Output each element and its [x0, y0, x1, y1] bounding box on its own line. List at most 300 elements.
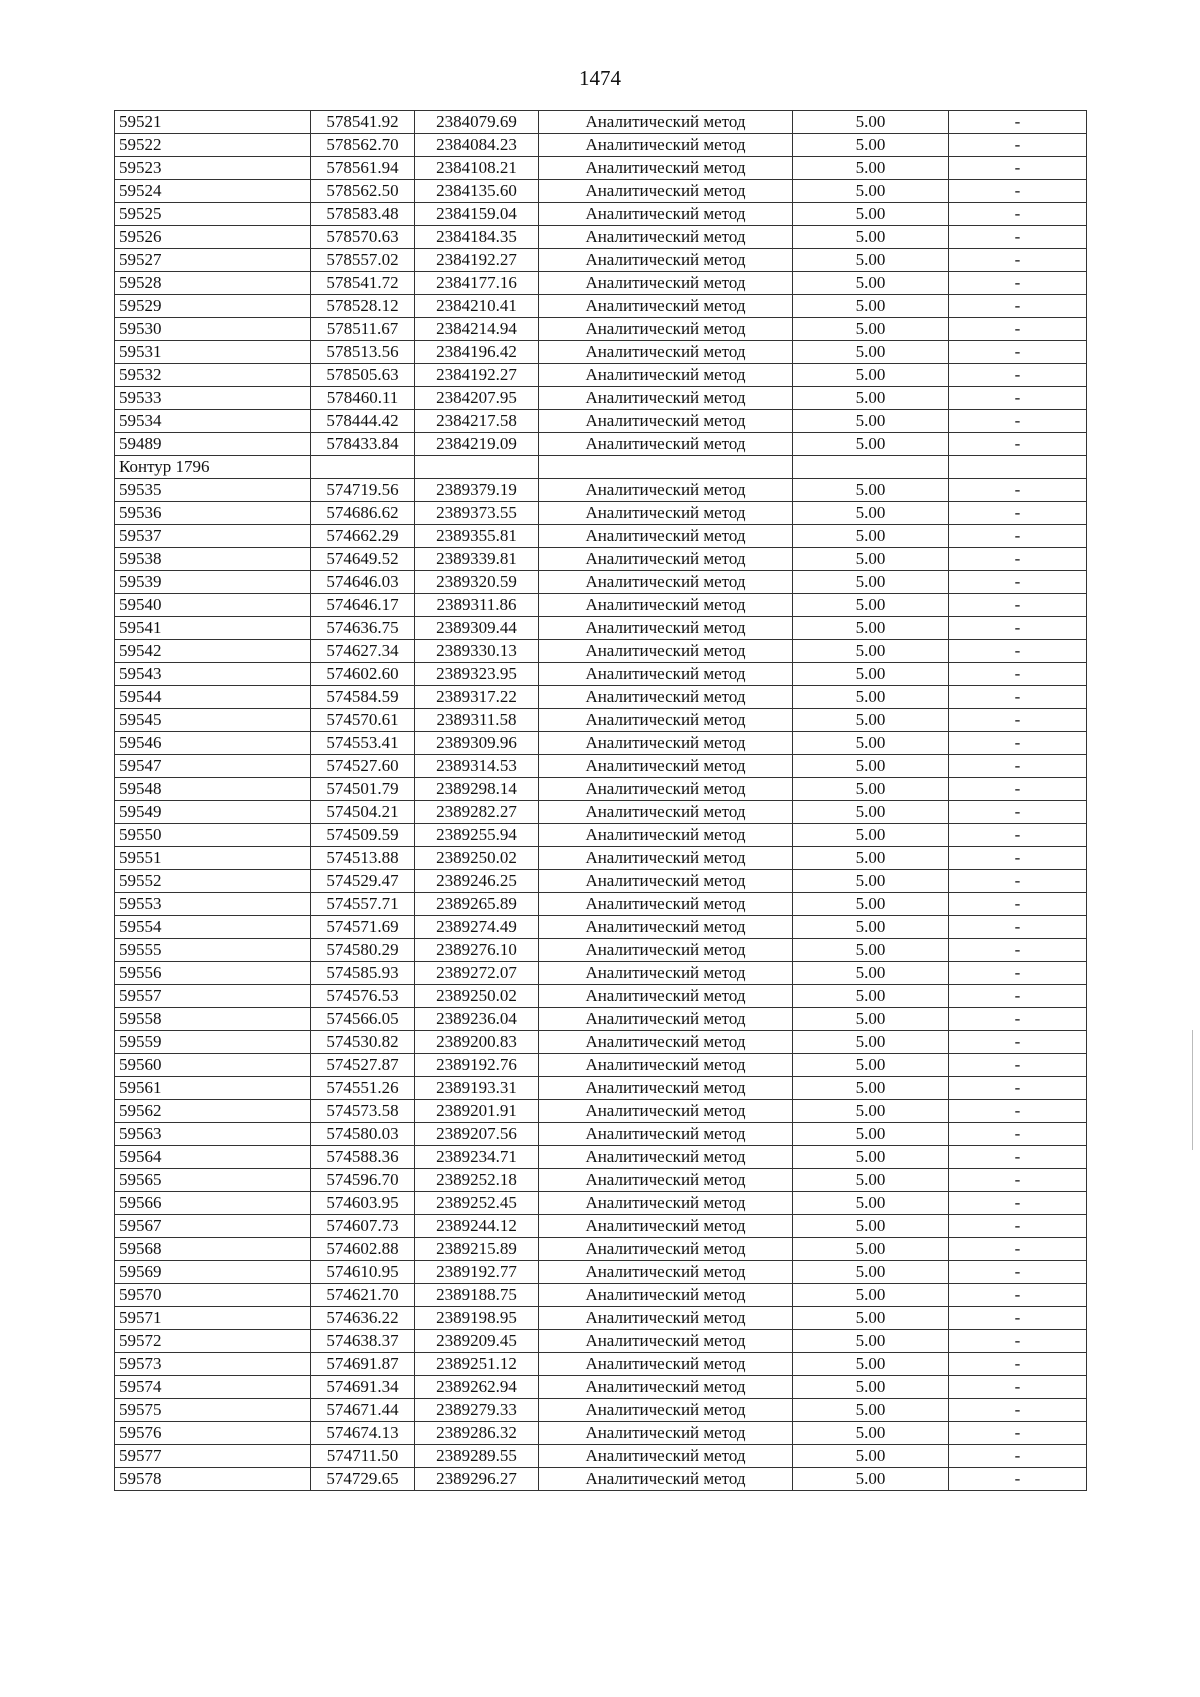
x-coordinate-cell: 574691.87	[311, 1353, 415, 1376]
y-coordinate-cell: 2389276.10	[415, 939, 539, 962]
table-row	[115, 364, 1087, 387]
x-coordinate-cell: 574570.61	[311, 709, 415, 732]
method-cell: Аналитический метод	[539, 617, 793, 640]
dash-cell: -	[949, 433, 1087, 456]
y-coordinate-cell: 2389250.02	[415, 985, 539, 1008]
table-row	[115, 1146, 1087, 1169]
point-id-cell: 59570	[115, 1284, 311, 1307]
accuracy-cell: 5.00	[793, 571, 949, 594]
coordinates-table	[114, 110, 1087, 1491]
accuracy-cell: 5.00	[793, 1445, 949, 1468]
table-row	[115, 732, 1087, 755]
accuracy-cell: 5.00	[793, 1307, 949, 1330]
dash-cell: -	[949, 295, 1087, 318]
method-cell: Аналитический метод	[539, 295, 793, 318]
x-coordinate-cell: 578528.12	[311, 295, 415, 318]
y-coordinate-cell: 2389311.86	[415, 594, 539, 617]
table-row	[115, 985, 1087, 1008]
dash-cell: -	[949, 1261, 1087, 1284]
x-coordinate-cell: 574573.58	[311, 1100, 415, 1123]
accuracy-cell: 5.00	[793, 226, 949, 249]
y-coordinate-cell: 2389188.75	[415, 1284, 539, 1307]
y-coordinate-cell: 2389200.83	[415, 1031, 539, 1054]
scan-margin-mark	[1192, 1030, 1193, 1150]
table-row	[115, 295, 1087, 318]
table-row	[115, 318, 1087, 341]
accuracy-cell: 5.00	[793, 1192, 949, 1215]
x-coordinate-cell: 574585.93	[311, 962, 415, 985]
x-coordinate-cell: 578561.94	[311, 157, 415, 180]
accuracy-cell: 5.00	[793, 272, 949, 295]
x-coordinate-cell: 574576.53	[311, 985, 415, 1008]
accuracy-cell: 5.00	[793, 1215, 949, 1238]
point-id-cell: 59554	[115, 916, 311, 939]
y-coordinate-cell: 2389244.12	[415, 1215, 539, 1238]
empty-cell	[949, 456, 1087, 479]
method-cell: Аналитический метод	[539, 755, 793, 778]
table-row	[115, 1422, 1087, 1445]
dash-cell: -	[949, 387, 1087, 410]
table-row	[115, 1261, 1087, 1284]
method-cell: Аналитический метод	[539, 847, 793, 870]
y-coordinate-cell: 2389317.22	[415, 686, 539, 709]
table-row	[115, 571, 1087, 594]
table-row	[115, 1215, 1087, 1238]
x-coordinate-cell: 578541.92	[311, 111, 415, 134]
table-row	[115, 111, 1087, 134]
x-coordinate-cell: 578557.02	[311, 249, 415, 272]
y-coordinate-cell: 2389279.33	[415, 1399, 539, 1422]
dash-cell: -	[949, 893, 1087, 916]
point-id-cell: 59571	[115, 1307, 311, 1330]
x-coordinate-cell: 574646.17	[311, 594, 415, 617]
x-coordinate-cell: 574602.60	[311, 663, 415, 686]
point-id-cell: 59530	[115, 318, 311, 341]
dash-cell: -	[949, 1238, 1087, 1261]
dash-cell: -	[949, 134, 1087, 157]
accuracy-cell: 5.00	[793, 111, 949, 134]
dash-cell: -	[949, 755, 1087, 778]
accuracy-cell: 5.00	[793, 985, 949, 1008]
accuracy-cell: 5.00	[793, 1169, 949, 1192]
point-id-cell: 59521	[115, 111, 311, 134]
table-row	[115, 847, 1087, 870]
dash-cell: -	[949, 571, 1087, 594]
dash-cell: -	[949, 732, 1087, 755]
y-coordinate-cell: 2389272.07	[415, 962, 539, 985]
y-coordinate-cell: 2389209.45	[415, 1330, 539, 1353]
x-coordinate-cell: 574686.62	[311, 502, 415, 525]
y-coordinate-cell: 2389236.04	[415, 1008, 539, 1031]
method-cell: Аналитический метод	[539, 1261, 793, 1284]
accuracy-cell: 5.00	[793, 663, 949, 686]
x-coordinate-cell: 574610.95	[311, 1261, 415, 1284]
table-row	[115, 502, 1087, 525]
point-id-cell: 59537	[115, 525, 311, 548]
method-cell: Аналитический метод	[539, 1169, 793, 1192]
y-coordinate-cell: 2384108.21	[415, 157, 539, 180]
method-cell: Аналитический метод	[539, 548, 793, 571]
accuracy-cell: 5.00	[793, 180, 949, 203]
method-cell: Аналитический метод	[539, 525, 793, 548]
accuracy-cell: 5.00	[793, 249, 949, 272]
table-row	[115, 686, 1087, 709]
method-cell: Аналитический метод	[539, 1215, 793, 1238]
y-coordinate-cell: 2389311.58	[415, 709, 539, 732]
accuracy-cell: 5.00	[793, 1261, 949, 1284]
table-row	[115, 249, 1087, 272]
point-id-cell: 59545	[115, 709, 311, 732]
dash-cell: -	[949, 1445, 1087, 1468]
dash-cell: -	[949, 1376, 1087, 1399]
table-row	[115, 1192, 1087, 1215]
x-coordinate-cell: 574527.87	[311, 1054, 415, 1077]
table-row	[115, 801, 1087, 824]
dash-cell: -	[949, 939, 1087, 962]
dash-cell: -	[949, 985, 1087, 1008]
section-row	[115, 456, 1087, 479]
dash-cell: -	[949, 1169, 1087, 1192]
method-cell: Аналитический метод	[539, 1008, 793, 1031]
dash-cell: -	[949, 341, 1087, 364]
dash-cell: -	[949, 870, 1087, 893]
table-row	[115, 134, 1087, 157]
point-id-cell: 59574	[115, 1376, 311, 1399]
point-id-cell: 59542	[115, 640, 311, 663]
accuracy-cell: 5.00	[793, 1146, 949, 1169]
x-coordinate-cell: 578505.63	[311, 364, 415, 387]
point-id-cell: 59573	[115, 1353, 311, 1376]
table-row	[115, 1031, 1087, 1054]
point-id-cell: 59523	[115, 157, 311, 180]
accuracy-cell: 5.00	[793, 134, 949, 157]
dash-cell: -	[949, 1284, 1087, 1307]
accuracy-cell: 5.00	[793, 893, 949, 916]
table-row	[115, 893, 1087, 916]
accuracy-cell: 5.00	[793, 617, 949, 640]
point-id-cell: 59522	[115, 134, 311, 157]
dash-cell: -	[949, 157, 1087, 180]
point-id-cell: 59529	[115, 295, 311, 318]
dash-cell: -	[949, 226, 1087, 249]
y-coordinate-cell: 2389282.27	[415, 801, 539, 824]
method-cell: Аналитический метод	[539, 1307, 793, 1330]
accuracy-cell: 5.00	[793, 1422, 949, 1445]
method-cell: Аналитический метод	[539, 916, 793, 939]
method-cell: Аналитический метод	[539, 318, 793, 341]
table-row	[115, 939, 1087, 962]
method-cell: Аналитический метод	[539, 962, 793, 985]
point-id-cell: 59546	[115, 732, 311, 755]
y-coordinate-cell: 2384219.09	[415, 433, 539, 456]
table-row	[115, 1307, 1087, 1330]
dash-cell: -	[949, 962, 1087, 985]
table-row	[115, 1330, 1087, 1353]
dash-cell: -	[949, 180, 1087, 203]
y-coordinate-cell: 2389215.89	[415, 1238, 539, 1261]
point-id-cell: 59562	[115, 1100, 311, 1123]
x-coordinate-cell: 574509.59	[311, 824, 415, 847]
method-cell: Аналитический метод	[539, 1353, 793, 1376]
table-row	[115, 1284, 1087, 1307]
method-cell: Аналитический метод	[539, 1238, 793, 1261]
method-cell: Аналитический метод	[539, 1100, 793, 1123]
dash-cell: -	[949, 502, 1087, 525]
y-coordinate-cell: 2384196.42	[415, 341, 539, 364]
page-number: 1474	[579, 66, 621, 90]
x-coordinate-cell: 574529.47	[311, 870, 415, 893]
point-id-cell: 59560	[115, 1054, 311, 1077]
dash-cell: -	[949, 1123, 1087, 1146]
x-coordinate-cell: 578511.67	[311, 318, 415, 341]
y-coordinate-cell: 2389274.49	[415, 916, 539, 939]
table-row	[115, 203, 1087, 226]
dash-cell: -	[949, 525, 1087, 548]
method-cell: Аналитический метод	[539, 249, 793, 272]
dash-cell: -	[949, 801, 1087, 824]
method-cell: Аналитический метод	[539, 433, 793, 456]
x-coordinate-cell: 574729.65	[311, 1468, 415, 1491]
x-coordinate-cell: 578541.72	[311, 272, 415, 295]
accuracy-cell: 5.00	[793, 1054, 949, 1077]
y-coordinate-cell: 2389192.76	[415, 1054, 539, 1077]
table-row	[115, 778, 1087, 801]
accuracy-cell: 5.00	[793, 318, 949, 341]
empty-cell	[539, 456, 793, 479]
x-coordinate-cell: 574527.60	[311, 755, 415, 778]
accuracy-cell: 5.00	[793, 387, 949, 410]
x-coordinate-cell: 574584.59	[311, 686, 415, 709]
point-id-cell: 59534	[115, 410, 311, 433]
point-id-cell: 59531	[115, 341, 311, 364]
dash-cell: -	[949, 548, 1087, 571]
method-cell: Аналитический метод	[539, 1468, 793, 1491]
x-coordinate-cell: 574551.26	[311, 1077, 415, 1100]
point-id-cell: 59564	[115, 1146, 311, 1169]
dash-cell: -	[949, 1353, 1087, 1376]
dash-cell: -	[949, 111, 1087, 134]
y-coordinate-cell: 2384177.16	[415, 272, 539, 295]
y-coordinate-cell: 2384192.27	[415, 249, 539, 272]
x-coordinate-cell: 574649.52	[311, 548, 415, 571]
dash-cell: -	[949, 364, 1087, 387]
y-coordinate-cell: 2389265.89	[415, 893, 539, 916]
point-id-cell: 59578	[115, 1468, 311, 1491]
point-id-cell: 59569	[115, 1261, 311, 1284]
method-cell: Аналитический метод	[539, 364, 793, 387]
table-row	[115, 272, 1087, 295]
accuracy-cell: 5.00	[793, 479, 949, 502]
point-id-cell: 59565	[115, 1169, 311, 1192]
dash-cell: -	[949, 1215, 1087, 1238]
accuracy-cell: 5.00	[793, 1353, 949, 1376]
table-row	[115, 410, 1087, 433]
y-coordinate-cell: 2389314.53	[415, 755, 539, 778]
y-coordinate-cell: 2389246.25	[415, 870, 539, 893]
accuracy-cell: 5.00	[793, 847, 949, 870]
y-coordinate-cell: 2384079.69	[415, 111, 539, 134]
method-cell: Аналитический метод	[539, 134, 793, 157]
point-id-cell: 59552	[115, 870, 311, 893]
accuracy-cell: 5.00	[793, 1238, 949, 1261]
point-id-cell: 59533	[115, 387, 311, 410]
method-cell: Аналитический метод	[539, 778, 793, 801]
table-row	[115, 226, 1087, 249]
y-coordinate-cell: 2389296.27	[415, 1468, 539, 1491]
x-coordinate-cell: 578583.48	[311, 203, 415, 226]
accuracy-cell: 5.00	[793, 1468, 949, 1491]
accuracy-cell: 5.00	[793, 525, 949, 548]
accuracy-cell: 5.00	[793, 801, 949, 824]
x-coordinate-cell: 574530.82	[311, 1031, 415, 1054]
point-id-cell: 59576	[115, 1422, 311, 1445]
table-row	[115, 525, 1087, 548]
accuracy-cell: 5.00	[793, 939, 949, 962]
table-row	[115, 1123, 1087, 1146]
y-coordinate-cell: 2389289.55	[415, 1445, 539, 1468]
x-coordinate-cell: 578444.42	[311, 410, 415, 433]
method-cell: Аналитический метод	[539, 663, 793, 686]
y-coordinate-cell: 2384159.04	[415, 203, 539, 226]
point-id-cell: 59561	[115, 1077, 311, 1100]
accuracy-cell: 5.00	[793, 341, 949, 364]
method-cell: Аналитический метод	[539, 1123, 793, 1146]
point-id-cell: 59568	[115, 1238, 311, 1261]
y-coordinate-cell: 2389234.71	[415, 1146, 539, 1169]
table-row	[115, 1399, 1087, 1422]
table-row	[115, 640, 1087, 663]
accuracy-cell: 5.00	[793, 203, 949, 226]
point-id-cell: 59551	[115, 847, 311, 870]
point-id-cell: 59566	[115, 1192, 311, 1215]
dash-cell: -	[949, 1422, 1087, 1445]
accuracy-cell: 5.00	[793, 433, 949, 456]
table-row	[115, 1376, 1087, 1399]
point-id-cell: 59538	[115, 548, 311, 571]
x-coordinate-cell: 574636.22	[311, 1307, 415, 1330]
accuracy-cell: 5.00	[793, 1077, 949, 1100]
table-row	[115, 1008, 1087, 1031]
dash-cell: -	[949, 916, 1087, 939]
accuracy-cell: 5.00	[793, 1031, 949, 1054]
method-cell: Аналитический метод	[539, 203, 793, 226]
accuracy-cell: 5.00	[793, 1330, 949, 1353]
method-cell: Аналитический метод	[539, 594, 793, 617]
dash-cell: -	[949, 1031, 1087, 1054]
accuracy-cell: 5.00	[793, 1399, 949, 1422]
point-id-cell: 59558	[115, 1008, 311, 1031]
point-id-cell: 59535	[115, 479, 311, 502]
y-coordinate-cell: 2389286.32	[415, 1422, 539, 1445]
accuracy-cell: 5.00	[793, 295, 949, 318]
table-row	[115, 479, 1087, 502]
x-coordinate-cell: 574588.36	[311, 1146, 415, 1169]
x-coordinate-cell: 574553.41	[311, 732, 415, 755]
y-coordinate-cell: 2389309.44	[415, 617, 539, 640]
table-row	[115, 1100, 1087, 1123]
method-cell: Аналитический метод	[539, 709, 793, 732]
point-id-cell: 59556	[115, 962, 311, 985]
y-coordinate-cell: 2389252.45	[415, 1192, 539, 1215]
x-coordinate-cell: 578562.50	[311, 180, 415, 203]
method-cell: Аналитический метод	[539, 1054, 793, 1077]
accuracy-cell: 5.00	[793, 962, 949, 985]
y-coordinate-cell: 2389262.94	[415, 1376, 539, 1399]
table-row	[115, 1238, 1087, 1261]
accuracy-cell: 5.00	[793, 548, 949, 571]
method-cell: Аналитический метод	[539, 1399, 793, 1422]
point-id-cell: 59527	[115, 249, 311, 272]
accuracy-cell: 5.00	[793, 594, 949, 617]
y-coordinate-cell: 2384192.27	[415, 364, 539, 387]
accuracy-cell: 5.00	[793, 1284, 949, 1307]
point-id-cell: 59548	[115, 778, 311, 801]
x-coordinate-cell: 574627.34	[311, 640, 415, 663]
section-label: Контур 1796	[115, 456, 311, 479]
y-coordinate-cell: 2389339.81	[415, 548, 539, 571]
table-row	[115, 594, 1087, 617]
point-id-cell: 59559	[115, 1031, 311, 1054]
x-coordinate-cell: 578570.63	[311, 226, 415, 249]
method-cell: Аналитический метод	[539, 870, 793, 893]
y-coordinate-cell: 2384207.95	[415, 387, 539, 410]
method-cell: Аналитический метод	[539, 1192, 793, 1215]
method-cell: Аналитический метод	[539, 111, 793, 134]
dash-cell: -	[949, 1399, 1087, 1422]
accuracy-cell: 5.00	[793, 709, 949, 732]
dash-cell: -	[949, 594, 1087, 617]
dash-cell: -	[949, 1100, 1087, 1123]
point-id-cell: 59541	[115, 617, 311, 640]
y-coordinate-cell: 2384184.35	[415, 226, 539, 249]
x-coordinate-cell: 578513.56	[311, 341, 415, 364]
x-coordinate-cell: 574636.75	[311, 617, 415, 640]
method-cell: Аналитический метод	[539, 1422, 793, 1445]
y-coordinate-cell: 2384084.23	[415, 134, 539, 157]
method-cell: Аналитический метод	[539, 893, 793, 916]
method-cell: Аналитический метод	[539, 226, 793, 249]
y-coordinate-cell: 2389255.94	[415, 824, 539, 847]
y-coordinate-cell: 2389298.14	[415, 778, 539, 801]
y-coordinate-cell: 2389252.18	[415, 1169, 539, 1192]
dash-cell: -	[949, 663, 1087, 686]
accuracy-cell: 5.00	[793, 870, 949, 893]
method-cell: Аналитический метод	[539, 824, 793, 847]
dash-cell: -	[949, 640, 1087, 663]
dash-cell: -	[949, 709, 1087, 732]
method-cell: Аналитический метод	[539, 180, 793, 203]
x-coordinate-cell: 574504.21	[311, 801, 415, 824]
point-id-cell: 59540	[115, 594, 311, 617]
point-id-cell: 59563	[115, 1123, 311, 1146]
dash-cell: -	[949, 1330, 1087, 1353]
dash-cell: -	[949, 479, 1087, 502]
method-cell: Аналитический метод	[539, 640, 793, 663]
method-cell: Аналитический метод	[539, 479, 793, 502]
x-coordinate-cell: 574671.44	[311, 1399, 415, 1422]
x-coordinate-cell: 574596.70	[311, 1169, 415, 1192]
table-row	[115, 180, 1087, 203]
point-id-cell: 59524	[115, 180, 311, 203]
y-coordinate-cell: 2389323.95	[415, 663, 539, 686]
table-row	[115, 157, 1087, 180]
point-id-cell: 59550	[115, 824, 311, 847]
method-cell: Аналитический метод	[539, 1376, 793, 1399]
method-cell: Аналитический метод	[539, 801, 793, 824]
x-coordinate-cell: 574691.34	[311, 1376, 415, 1399]
y-coordinate-cell: 2389193.31	[415, 1077, 539, 1100]
method-cell: Аналитический метод	[539, 732, 793, 755]
